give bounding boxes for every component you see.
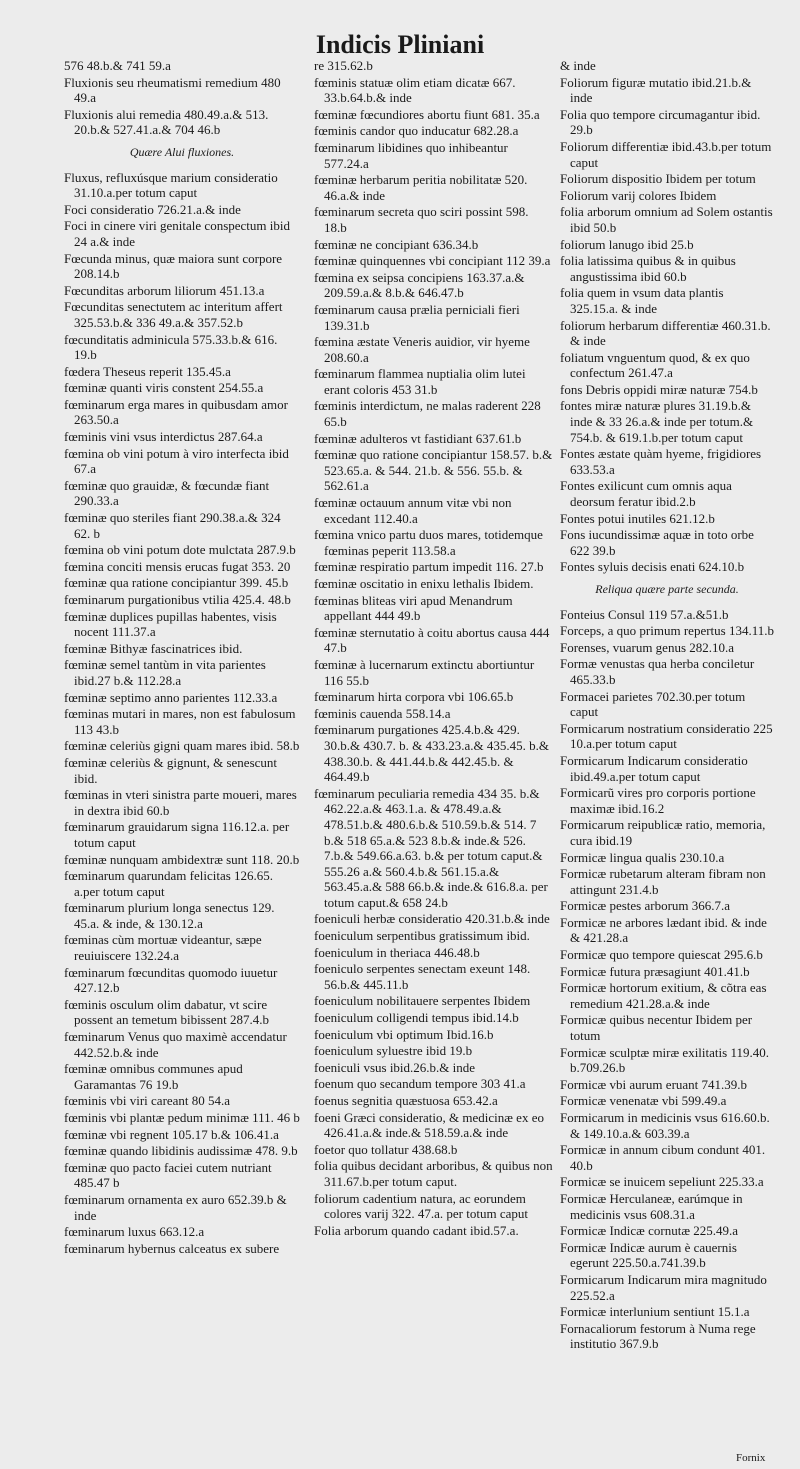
index-entry: foeniculum vbi optimum Ibid.16.b xyxy=(314,1026,494,1042)
index-entry: fœminæ quo steriles fiant 290.38.a.& 324 62. b xyxy=(64,510,281,541)
index-entry: fœminæ celeriùs & gignunt, & senescunt ibid. xyxy=(64,754,278,786)
index-entry: fœminis vini vsus interdictus 287.64.a xyxy=(64,429,263,445)
index-entry: folia quibus decidant arboribus, & quibus non 311.67.b.per totum caput. xyxy=(314,1158,553,1189)
index-entry: fœminarum flammea nuptialia olim lutei erant coloris 453 31.b xyxy=(314,366,526,397)
index-entry: fœdera Theseus reperit 135.45.a xyxy=(64,363,231,379)
index-entry: folia latissima quibus & in quibus angustissima ibid 60.b xyxy=(560,253,736,284)
index-entry: foliorum lanugo ibid 25.b xyxy=(560,236,694,252)
index-entry: Fluxus, refluxúsque marium consideratio 31.10.a.per totum caput xyxy=(64,169,278,201)
index-entry: fœminæ semel tantùm in vita parientes ibid.27 b.& 112.28.a xyxy=(64,657,266,688)
index-entry: fœminæ ne concipiant 636.34.b xyxy=(314,236,479,252)
index-entry: re 315.62.b xyxy=(314,58,373,73)
index-entry: Fontes syluis decisis enati 624.10.b xyxy=(560,559,745,575)
index-entry: fœminæ septimo anno parientes 112.33.a xyxy=(64,689,278,705)
index-entry: foenus segnitia quæstuosa 653.42.a xyxy=(314,1093,498,1108)
index-entry: fœminæ quinquennes vbi concipiant 112 39.a xyxy=(314,253,551,269)
index-entry: Formicæ hortorum exitium, & cõtra eas remedium 421.28.a.& inde xyxy=(560,980,767,1011)
index-entry: foeniculi vsus ibid.26.b.& inde xyxy=(314,1059,476,1075)
index-entry: Formicæ Herculaneæ, earúmque in medicinis vsus 608.31.a xyxy=(560,1190,743,1222)
index-entry: Fontes æstate quàm hyeme, frigidiores 633.53.a xyxy=(560,446,762,477)
index-entry: fœminarum fœcunditas quomodo iuuetur 427.12.b xyxy=(64,964,278,996)
index-entry: fœminarum Venus quo maximè accendatur 442.52.b.& inde xyxy=(64,1029,287,1060)
index-entry: fœminarum libidines quo inhibeantur 577.24.a xyxy=(314,139,508,171)
index-entry: fœminas in vteri sinistra parte moueri, mares in dextra ibid 60.b xyxy=(64,787,297,818)
index-entry: foenum quo secandum tempore 303 41.a xyxy=(314,1076,526,1092)
index-entry: fœcunditatis adminicula 575.33.b.& 616. 19.b xyxy=(64,331,278,363)
index-entry: fœminarum erga mares in quibusdam amor 263.50.a xyxy=(64,396,288,428)
index-entry: fœminas cùm mortuæ videantur, sæpe reuiuiscere 132.24.a xyxy=(64,932,262,964)
index-entry: Foci in cinere viri genitale conspectum ibid 24 a.& inde xyxy=(64,218,290,249)
index-entry: Fluxionis seu rheumatismi remedium 480 49.a xyxy=(64,74,281,106)
index-entry: fœminæ celeriùs gigni quam mares ibid. 58.b xyxy=(64,738,300,754)
index-entry: fœminas mutari in mares, non est fabulosum 113 43.b xyxy=(64,706,296,737)
index-entry: Formicæ venenatæ vbi 599.49.a xyxy=(560,1093,727,1109)
index-entry: foeniculum colligendi tempus ibid.14.b xyxy=(314,1010,519,1026)
index-entry: Foliorum dispositio Ibidem per totum xyxy=(560,171,756,187)
index-entry: fœminæ adulteros vt fastidiant 637.61.b xyxy=(314,430,522,446)
index-entry: fœminæ quo pacto faciei cutem nutriant 485.47 b xyxy=(64,1159,272,1191)
index-entry: fœmina ob vini potum à viro interfecta ibid 67.a xyxy=(64,445,289,477)
index-entry: Fœcunditas arborum liliorum 451.13.a xyxy=(64,282,265,298)
index-entry: Formicæ quibus necentur Ibidem per totum xyxy=(560,1012,753,1044)
index-entry: fœminæ quo ratione concipiantur 158.57. b.& 523.65.a. & 544. 21.b. & 556. 55.b. & 562.61.a xyxy=(314,447,553,494)
index-entry: Fons iucundissimæ aquæ in toto orbe 622 39.b xyxy=(560,527,754,558)
index-entry: fontes miræ naturæ plures 31.19.b.& inde & 33 26.a.& inde per totum.& 754.b. & 619.1.b.per totum caput xyxy=(560,398,754,445)
index-entry: fœminis interdictum, ne malas raderent 228 65.b xyxy=(314,398,541,430)
index-entry: fœminis candor quo inducatur 682.28.a xyxy=(314,123,519,139)
section-note: Reliqua quære parte secunda. xyxy=(595,582,739,596)
index-entry: foeniculum serpentibus gratissimum ibid. xyxy=(314,928,530,944)
index-entry: fœmina ex seipsa concipiens 163.37.a.& 209.59.a.& 8.b.& 646.47.b xyxy=(314,269,525,301)
index-column-right xyxy=(560,58,774,1353)
index-entry: folia quem in vsum data plantis 325.15.a. & inde xyxy=(560,285,724,316)
index-entry: 576 48.b.& 741 59.a xyxy=(64,58,171,73)
index-entry: Fonteius Consul 119 57.a.&51.b xyxy=(560,606,729,622)
index-entry: fœminarum purgationes 425.4.b.& 429. 30.b.& 430.7. b. & 433.23.a.& 435.45. b.& 438.30.b. & 441.44.b.& 442.45.b. & 464.49.b xyxy=(314,722,549,785)
index-entry: fœminæ sternutatio à coitu abortus causa 444 47.b xyxy=(314,624,550,656)
index-entry: foeniculo serpentes senectam exeunt 148. 56.b.& 445.11.b xyxy=(314,961,531,992)
index-entry: fœminis osculum olim dabatur, vt scire possent an temetum bibissent 287.4.b xyxy=(64,996,269,1028)
index-entry: fœminæ nunquam ambidextræ sunt 118. 20.b xyxy=(64,851,300,867)
index-entry: fœminæ duplices pupillas habentes, visis nocent 111.37.a xyxy=(64,608,277,640)
index-entry: Formicæ Indicæ cornutæ 225.49.a xyxy=(560,1223,739,1239)
index-entry: Fontes potui inutiles 621.12.b xyxy=(560,510,715,526)
index-entry: fœminæ qua ratione concipiantur 399. 45.b xyxy=(64,575,289,591)
index-entry: fœminæ à lucernarum extinctu abortiuntur 116 55.b xyxy=(314,656,535,688)
index-entry: fœminarum purgationibus vtilia 425.4. 48.b xyxy=(64,592,291,607)
index-entry: Formicæ lingua qualis 230.10.a xyxy=(560,849,725,865)
index-entry: Fluxionis alui remedia 480.49.a.& 513. 20.b.& 527.41.a.& 704 46.b xyxy=(64,106,269,138)
index-entry: fœminæ herbarum peritia nobilitatæ 520. 46.a.& inde xyxy=(314,172,528,203)
index-entry: fœminarum peculiaria remedia 434 35. b.& 462.22.a.& 463.1.a. & 478.49.a.& 478.51.b.& 480.6.b.& 510.59.b.& 514. 7 b.& 518 65.a.& 523 8.b.& inde.& 526. 7.b.& 549.66.a.63. b.& per totum caput.& 555.26 a.& 560.4.b.& 561.15.a.& 563.45.a.& 588 66.b.& inde.& 616.8.a. per totum caput.& 658 24.b xyxy=(314,785,548,910)
index-entry: fœminæ vbi regnent 105.17 b.& 106.41.a xyxy=(64,1126,279,1142)
index-entry: foetor quo tollatur 438.68.b xyxy=(314,1141,458,1157)
index-entry: fœminæ oscitatio in enixu lethalis Ibidem. xyxy=(314,576,534,591)
index-entry: foeni Græci consideratio, & medicinæ ex eo 426.41.a.& inde.& 518.59.a.& inde xyxy=(314,1109,544,1141)
index-entry: fœminarum plurium longa senectus 129. 45.a. & inde, & 130.12.a xyxy=(64,900,275,931)
index-entry: Formæ venustas qua herba conciletur 465.33.b xyxy=(560,656,755,687)
index-entry: foeniculum in theriaca 446.48.b xyxy=(314,944,480,960)
index-entry: Formicæ se inuicem sepeliunt 225.33.a xyxy=(560,1174,764,1190)
index-entry: Formicæ futura præsagiunt 401.41.b xyxy=(560,963,750,979)
index-entry: Fornacaliorum festorum à Numa rege institutio 367.9.b xyxy=(560,1320,756,1352)
index-entry: Formicarum Indicarum mira magnitudo 225.52.a xyxy=(560,1271,767,1303)
index-entry: Folia arborum quando cadant ibid.57.a. xyxy=(314,1222,519,1238)
index-column-left xyxy=(64,58,300,1257)
index-entry: Fœcunditas senectutem ac interitum affert 325.53.b.& 336 49.a.& 357.52.b xyxy=(64,299,283,330)
running-head: Indicis Pliniani xyxy=(315,30,485,59)
index-entry: fœminæ fœcundiores abortu fiunt 681. 35.a xyxy=(314,106,540,122)
index-entry: fœminis statuæ olim etiam dicatæ 667. 33.b.64.b.& inde xyxy=(314,74,516,106)
index-entry: foeniculi herbæ consideratio 420.31.b.& inde xyxy=(314,911,550,927)
index-entry: & inde xyxy=(560,58,596,73)
index-entry: Formicæ in annum cibum condunt 401. 40.b xyxy=(560,1142,766,1173)
index-entry: Forceps, a quo primum repertus 134.11.b xyxy=(560,623,774,639)
index-entry: Forenses, vuarum genus 282.10.a xyxy=(560,639,735,655)
index-entry: Formicarũ vires pro corporis portione maximæ ibid.16.2 xyxy=(560,785,756,816)
index-entry: fœminæ quanti viris constent 254.55.a xyxy=(64,380,264,396)
index-entry: fœminis cauenda 558.14.a xyxy=(314,705,451,721)
index-column-middle xyxy=(314,58,554,1239)
index-entry: Formicæ quo tempore quiescat 295.6.b xyxy=(560,947,763,963)
index-entry: Formicæ sculptæ miræ exilitatis 119.40. b.709.26.b xyxy=(560,1044,769,1076)
index-entry: fœminæ quando libidinis audissimæ 478. 9.b xyxy=(64,1143,298,1159)
index-entry: Fœcunda minus, quæ maiora sunt corpore 208.14.b xyxy=(64,250,283,282)
index-entry: Formicarum nostratium consideratio 225 10.a.per totum caput xyxy=(560,720,773,752)
index-entry: Formicæ ne arbores lædant ibid. & inde & 421.28.a xyxy=(560,914,767,946)
index-entry: Formacei parietes 702.30.per totum caput xyxy=(560,688,746,720)
index-entry: Formicæ rubetarum alteram fibram non attingunt 231.4.b xyxy=(560,866,766,897)
index-entry: fœmina æstate Veneris auidior, vir hyeme 208.60.a xyxy=(314,334,530,365)
index-entry: fons Debris oppidi miræ naturæ 754.b xyxy=(560,381,758,397)
index-entry: folia arborum omnium ad Solem ostantis ibid 50.b xyxy=(560,204,773,235)
index-entry: Formicæ pestes arborum 366.7.a xyxy=(560,898,731,914)
index-entry: fœminarum quarundam felicitas 126.65. a.per totum caput xyxy=(64,868,274,899)
index-entry: fœminis vbi viri careant 80 54.a xyxy=(64,1093,231,1109)
index-entry: Folia quo tempore circumagantur ibid. 29.b xyxy=(560,106,761,138)
index-entry: fœminæ octauum annum vitæ vbi non excedant 112.40.a xyxy=(314,495,512,526)
index-entry: fœmina vnico partu duos mares, totidemque fœminas peperit 113.58.a xyxy=(314,527,543,558)
index-entry: fœmina conciti mensis erucas fugat 353. 20 xyxy=(64,558,291,574)
index-entry: Formicarum reipublicæ ratio, memoria, cura ibid.19 xyxy=(560,817,766,848)
index-entry: Formicarum in medicinis vsus 616.60.b. & 149.10.a.& 603.39.a xyxy=(560,1110,770,1141)
index-entry: Foliorum differentiæ ibid.43.b.per totum caput xyxy=(560,138,772,170)
index-entry: foeniculum nobilitauere serpentes Ibidem xyxy=(314,993,531,1009)
index-entry: Formicarum Indicarum consideratio ibid.49.a.per totum caput xyxy=(560,752,748,784)
index-entry: foliorum cadentium natura, ac eorundem colores varij 322. 47.a. per totum caput xyxy=(314,1190,528,1222)
index-entry: fœminæ omnibus communes apud Garamantas 76 19.b xyxy=(64,1061,243,1092)
index-entry: fœminis vbi plantæ pedum minimæ 111. 46 b xyxy=(64,1110,300,1125)
index-entry: foliatum vnguentum quod, & ex quo confectum 261.47.a xyxy=(560,349,750,381)
index-entry: foliorum herbarum differentiæ 460.31.b. & inde xyxy=(560,317,771,349)
index-entry: fœminæ Bithyæ fascinatrices ibid. xyxy=(64,640,243,656)
catchword: Fornix xyxy=(736,1452,766,1464)
index-entry: fœminarum hybernus calceatus ex subere xyxy=(64,1240,280,1256)
index-entry: Foliorum varij colores Ibidem xyxy=(560,187,717,203)
index-entry: fœminarum grauidarum signa 116.12.a. per totum caput xyxy=(64,819,290,850)
index-entry: fœminarum hirta corpora vbi 106.65.b xyxy=(314,689,514,705)
index-entry: fœminæ respiratio partum impedit 116. 27.b xyxy=(314,559,544,575)
index-entry: fœminarum ornamenta ex auro 652.39.b & inde xyxy=(64,1191,287,1223)
index-entry: fœmina ob vini potum dote mulctata 287.9.b xyxy=(64,542,296,558)
section-note: Quære Alui fluxiones. xyxy=(129,144,235,159)
index-entry: fœminæ quo grauidæ, & fœcundæ fiant 290.33.a xyxy=(64,477,270,509)
index-entry: fœminarum causa prælia perniciali fieri 139.31.b xyxy=(314,301,520,333)
index-entry: Formicæ interlunium sentiunt 15.1.a xyxy=(560,1304,750,1320)
index-entry: foeniculum syluestre ibid 19.b xyxy=(314,1043,473,1059)
index-entry: fœminarum secreta quo sciri possint 598. 18.b xyxy=(314,204,529,235)
index-entry: Fontes exilicunt cum omnis aqua deorsum feratur ibid.2.b xyxy=(560,478,732,510)
index-entry: Foliorum figuræ mutatio ibid.21.b.& inde xyxy=(560,74,752,106)
index-entry: Formicæ vbi aurum eruant 741.39.b xyxy=(560,1076,748,1092)
index-entry: Formicæ Indicæ aurum è cauernis egerunt 225.50.a.741.39.b xyxy=(560,1239,737,1271)
index-entry: fœminas bliteas viri apud Menandrum appellant 444 49.b xyxy=(314,592,513,624)
index-entry: Foci consideratio 726.21.a.& inde xyxy=(64,201,241,217)
index-entry: fœminarum luxus 663.12.a xyxy=(64,1224,205,1240)
